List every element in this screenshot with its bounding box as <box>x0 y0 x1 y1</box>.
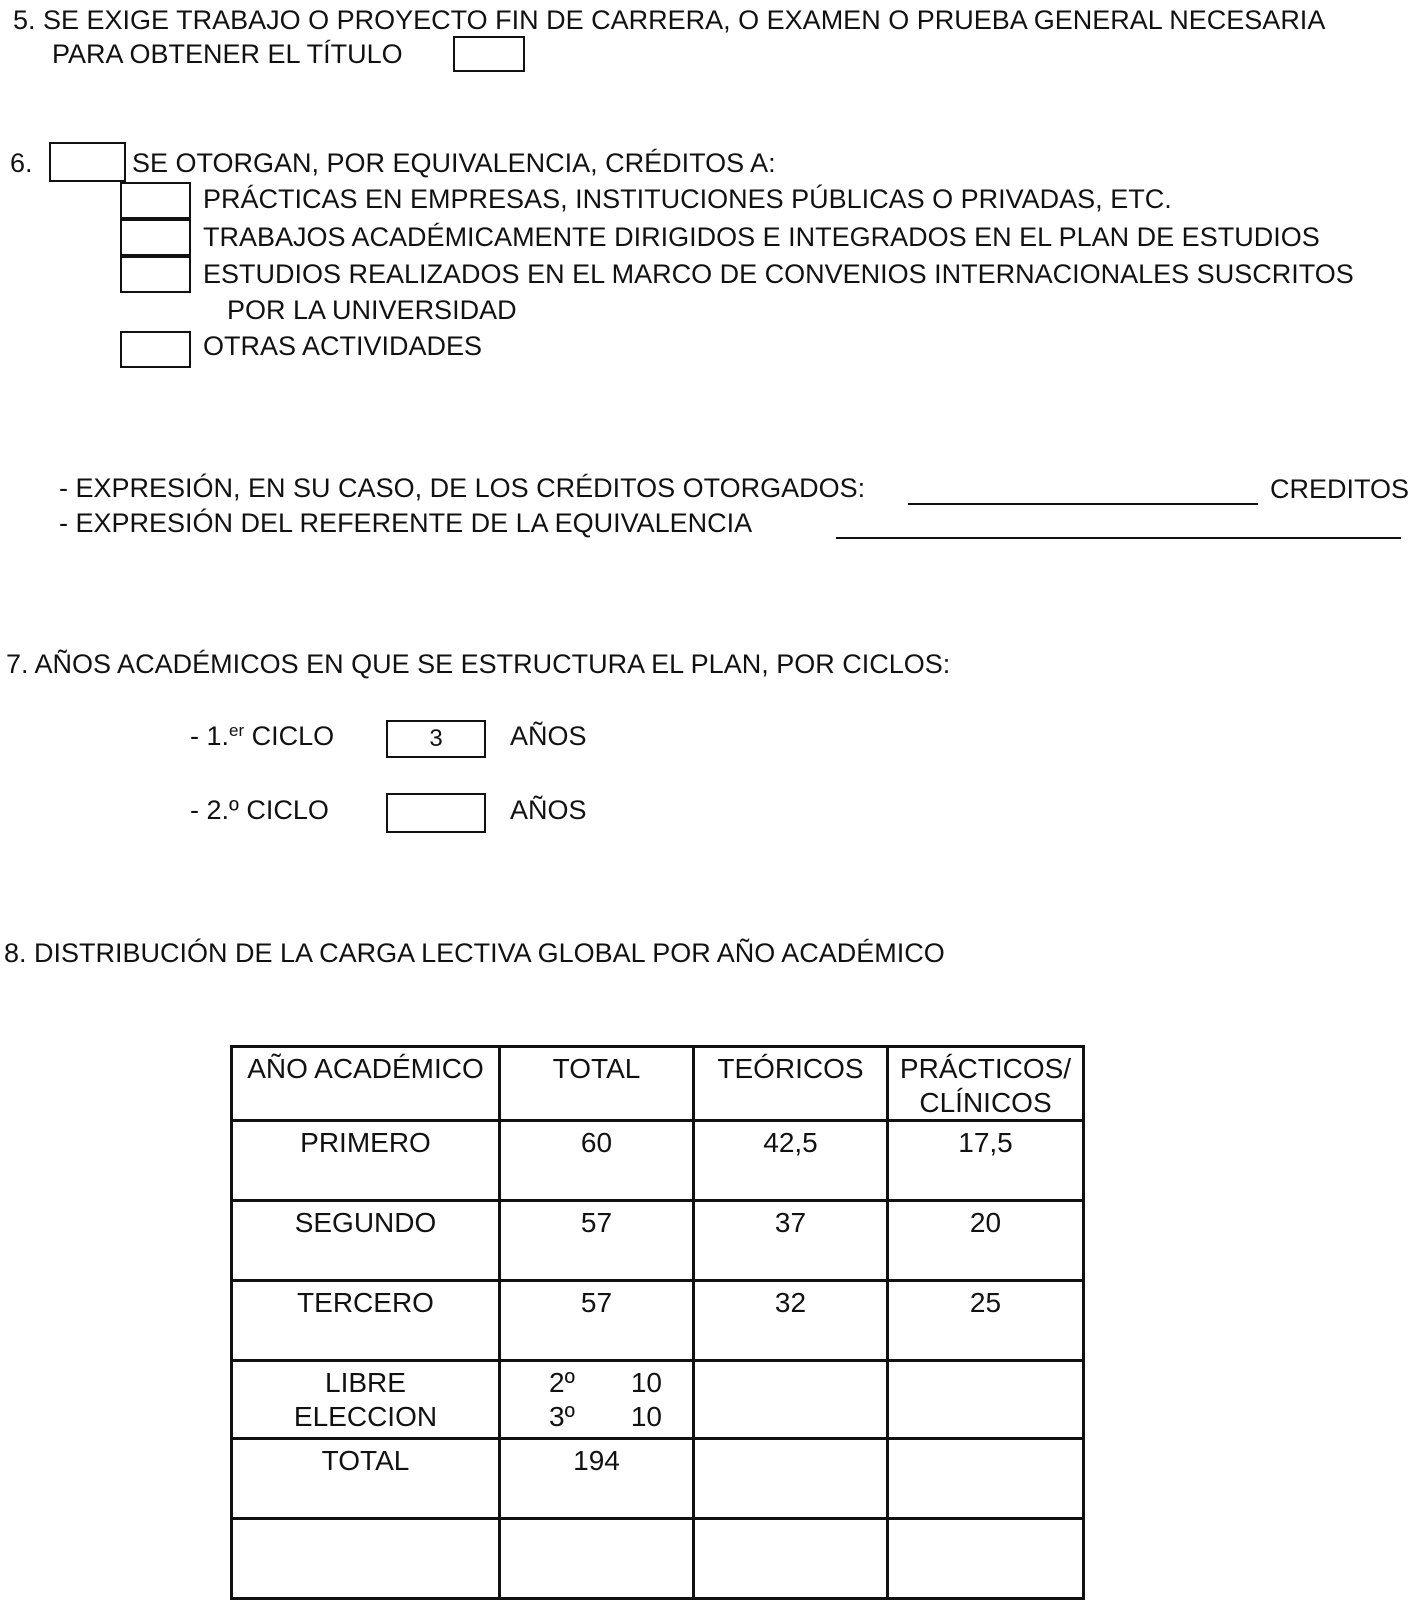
libre-sub-row <box>505 1366 688 1400</box>
row-libre-label <box>232 1361 500 1439</box>
libre-value-2: 10 <box>630 1367 662 1399</box>
cycle1-years-label: AÑOS <box>510 721 587 751</box>
table-header-row <box>232 1047 1084 1121</box>
row-libre-label2: ELECCION <box>293 1400 438 1432</box>
row-segundo-practicos: 20 <box>888 1201 1084 1281</box>
row-segundo-label: SEGUNDO <box>232 1201 500 1281</box>
section6-number: 6. <box>10 148 33 178</box>
libre-year-2: 2º <box>549 1367 575 1399</box>
cycle1-years-box[interactable]: 3 <box>386 720 486 758</box>
table-row <box>232 1201 1084 1281</box>
row-tercero-practicos: 25 <box>888 1281 1084 1361</box>
option-estudios-label-cont: POR LA UNIVERSIDAD <box>227 295 517 325</box>
row-tercero-teoricos: 32 <box>694 1281 888 1361</box>
cycle1-sup: er <box>229 721 245 740</box>
header-practicos-line1: PRÁCTICOS/ <box>899 1053 1072 1084</box>
option-otras-checkbox[interactable] <box>120 331 191 368</box>
option-estudios-checkbox[interactable] <box>120 256 191 293</box>
credits-input-line[interactable] <box>908 503 1258 505</box>
row-libre-label1: LIBRE <box>325 1367 406 1399</box>
option-practicas-checkbox[interactable] <box>120 182 191 219</box>
section8-heading: 8. DISTRIBUCIÓN DE LA CARGA LECTIVA GLOBAL POR AÑO ACADÉMICO <box>4 938 945 968</box>
header-total: TOTAL <box>500 1047 694 1121</box>
cycle2-label: - 2.º CICLO <box>190 795 329 825</box>
row-libre-total <box>500 1361 694 1439</box>
row-tercero-label: TERCERO <box>232 1281 500 1361</box>
option-trabajos-checkbox[interactable] <box>120 219 191 256</box>
libre-sub-row <box>505 1400 688 1434</box>
referent-input-line[interactable] <box>836 537 1401 539</box>
row-primero-label: PRIMERO <box>232 1121 500 1201</box>
empty-cell <box>232 1519 500 1599</box>
cycle1-suffix: CICLO <box>244 721 335 751</box>
header-ano-academico: AÑO ACADÉMICO <box>232 1047 500 1121</box>
libre-value-3: 10 <box>630 1400 662 1432</box>
option-otras-label: OTRAS ACTIVIDADES <box>203 331 483 361</box>
table-row <box>232 1281 1084 1361</box>
titulo-requirement-checkbox[interactable] <box>453 36 525 72</box>
table-row-libre <box>232 1361 1084 1439</box>
row-total-teoricos <box>694 1439 888 1519</box>
section6-heading: SE OTORGAN, POR EQUIVALENCIA, CRÉDITOS A: <box>132 148 776 178</box>
cycle2-years-label: AÑOS <box>510 795 587 825</box>
row-total-practicos <box>888 1439 1084 1519</box>
credits-unit: CREDITOS <box>1270 474 1410 504</box>
row-libre-practicos <box>888 1361 1084 1439</box>
equivalence-checkbox[interactable] <box>49 142 126 182</box>
row-primero-teoricos: 42,5 <box>694 1121 888 1201</box>
row-tercero-total: 57 <box>500 1281 694 1361</box>
referent-label: - EXPRESIÓN DEL REFERENTE DE LA EQUIVALENCIA <box>59 508 753 538</box>
credits-label: - EXPRESIÓN, EN SU CASO, DE LOS CRÉDITOS OTORGADOS: <box>59 473 866 503</box>
section7-heading: 7. AÑOS ACADÉMICOS EN QUE SE ESTRUCTURA EL PLAN, POR CICLOS: <box>6 649 951 679</box>
libre-year-3: 3º <box>549 1400 575 1432</box>
table-row-empty <box>232 1519 1084 1599</box>
empty-cell <box>694 1519 888 1599</box>
cycle1-prefix: - 1. <box>190 721 230 751</box>
row-segundo-total: 57 <box>500 1201 694 1281</box>
option-practicas-label: PRÁCTICAS EN EMPRESAS, INSTITUCIONES PÚBLICAS O PRIVADAS, ETC. <box>203 184 1172 214</box>
row-primero-total: 60 <box>500 1121 694 1201</box>
row-total-value: 194 <box>500 1439 694 1519</box>
option-estudios-label: ESTUDIOS REALIZADOS EN EL MARCO DE CONVENIOS INTERNACIONALES SUSCRITOS <box>203 259 1354 289</box>
row-libre-teoricos <box>694 1361 888 1439</box>
section5-line2: PARA OBTENER EL TÍTULO <box>52 39 403 69</box>
header-teoricos: TEÓRICOS <box>694 1047 888 1121</box>
table-row <box>232 1121 1084 1201</box>
section5-line1: 5. SE EXIGE TRABAJO O PROYECTO FIN DE CARRERA, O EXAMEN O PRUEBA GENERAL NECESARIA <box>13 5 1326 35</box>
table-row-total <box>232 1439 1084 1519</box>
header-practicos-line2: CLÍNICOS <box>919 1086 1052 1118</box>
row-segundo-teoricos: 37 <box>694 1201 888 1281</box>
empty-cell <box>888 1519 1084 1599</box>
row-primero-practicos: 17,5 <box>888 1121 1084 1201</box>
load-distribution-table <box>230 1045 1085 1600</box>
cycle1-label <box>190 723 334 750</box>
empty-cell <box>500 1519 694 1599</box>
header-practicos <box>888 1047 1084 1121</box>
option-trabajos-label: TRABAJOS ACADÉMICAMENTE DIRIGIDOS E INTEGRADOS EN EL PLAN DE ESTUDIOS <box>203 222 1320 252</box>
cycle2-years-box[interactable] <box>386 793 486 833</box>
row-total-label: TOTAL <box>232 1439 500 1519</box>
